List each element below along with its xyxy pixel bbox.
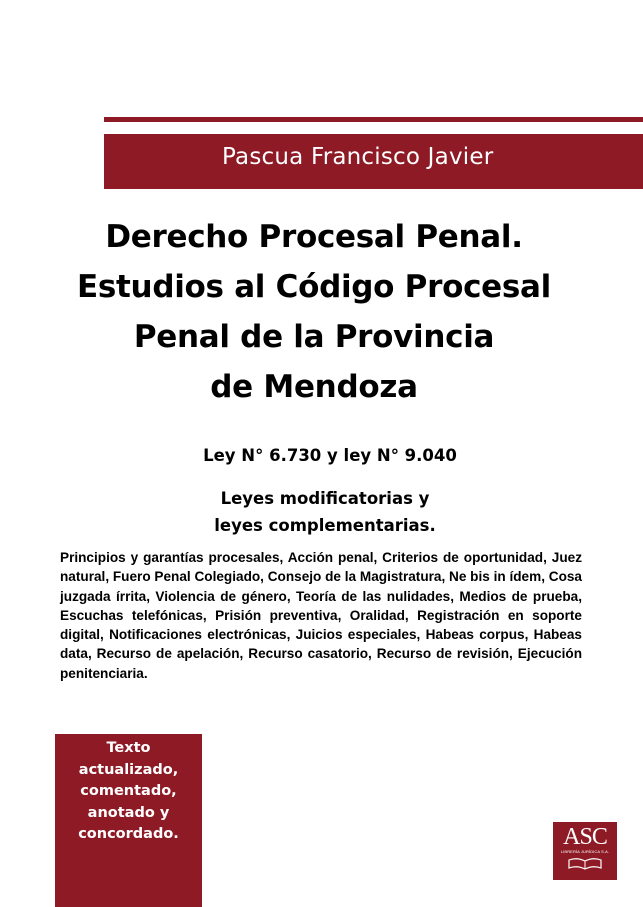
side-note-line: Texto	[106, 740, 151, 756]
topics-paragraph: Principios y garantías procesales, Acción penal, Criterios de oportunidad, Juez natural, Fuero Penal Colegiado, Consejo de la Magistratura, Ne bis in ídem, Cosa juzgada írrita, Violencia de género, Teoría de las nulidades, Medios de prueba, Escuchas telefónicas, Prisión preventiva, Oralidad, Registración en soporte digital, Notificaciones electrónicas, Juicios especiales, Habeas corpus, Habeas data, Recurso de apelación, Recurso casatorio, Recurso de revisión, Ejecución penitenciaria.	[60, 550, 582, 681]
side-note-text	[65, 738, 192, 846]
law-reference: Ley N° 6.730 y ley N° 9.040	[203, 446, 457, 465]
modifiers-subtitle	[130, 485, 520, 539]
logo-mark: ASC	[563, 824, 607, 850]
side-note-line: actualizado,	[78, 761, 179, 778]
publisher-logo	[553, 822, 617, 880]
author-name: Pascua Francisco Javier	[222, 144, 494, 170]
title-line: Estudios al Código Procesal	[77, 269, 551, 305]
logo-text: LIBRERÍA JURÍDICA S.A.	[560, 849, 610, 854]
side-note-line: comentado,	[80, 783, 177, 799]
side-note-box	[55, 734, 202, 907]
modifiers-line: Leyes modificatorias y	[220, 489, 430, 508]
book-title	[40, 212, 588, 412]
title-line: Penal de la Provincia	[133, 319, 495, 355]
title-line: de Mendoza	[210, 369, 418, 405]
modifiers-line: leyes complementarias.	[214, 516, 436, 535]
book-icon	[567, 856, 603, 870]
title-line: Derecho Procesal Penal.	[105, 219, 523, 255]
side-note-line: concordado.	[78, 826, 179, 842]
side-note-line: anotado y	[87, 804, 170, 821]
top-rule	[104, 117, 643, 122]
author-banner	[104, 134, 643, 189]
